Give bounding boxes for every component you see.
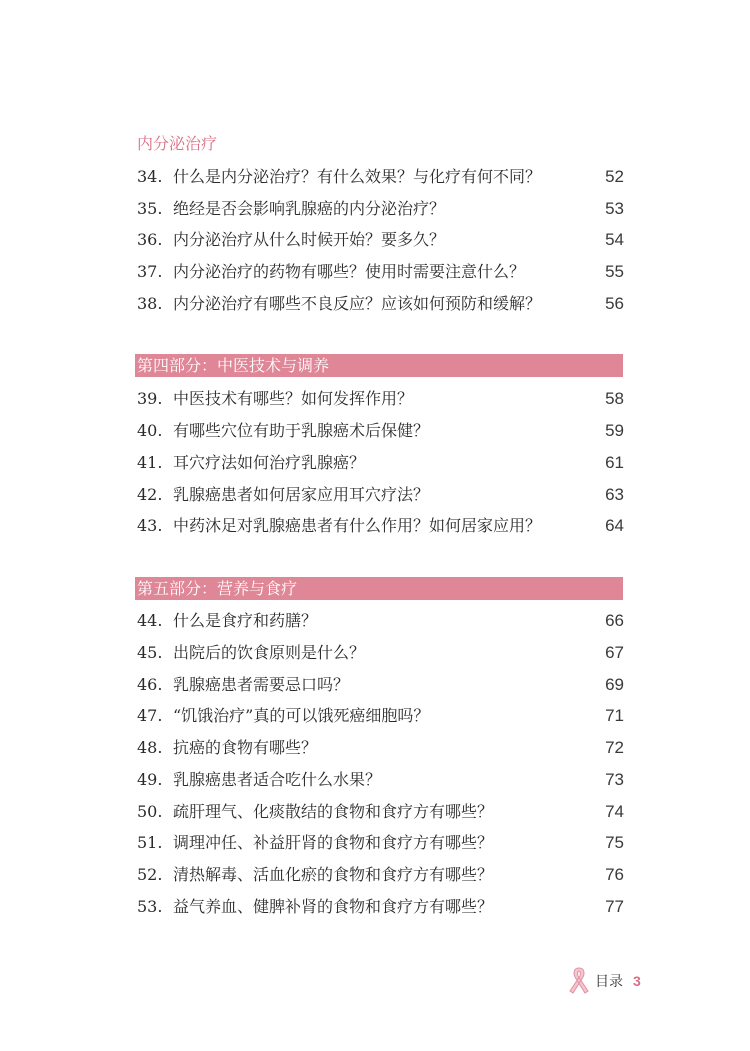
toc-entry[interactable] [137, 605, 624, 637]
toc-entry[interactable] [137, 764, 624, 796]
entry-number: 43. [137, 516, 163, 535]
entry-number: 45. [137, 643, 163, 662]
section-bar-part4: 第四部分：中医技术与调养 [135, 354, 623, 377]
entry-number: 42. [137, 485, 163, 504]
entry-title: 出院后的饮食原则是什么？ [173, 643, 366, 662]
toc-entry[interactable] [137, 510, 624, 542]
entry-page: 59 [605, 421, 624, 440]
toc-entry[interactable] [137, 732, 624, 764]
toc-entry[interactable] [137, 479, 624, 511]
entry-number: 41. [137, 453, 163, 472]
entry-title: 益气养血、健脾补肾的食物和食疗方有哪些？ [173, 897, 494, 916]
entry-page: 76 [605, 865, 624, 884]
entry-title: 耳穴疗法如何治疗乳腺癌？ [173, 453, 366, 472]
entry-page: 64 [605, 516, 624, 535]
toc-entry[interactable] [137, 891, 624, 923]
entry-page: 53 [605, 199, 624, 218]
entry-number: 34. [137, 167, 163, 186]
toc-entry[interactable] [137, 383, 624, 415]
entry-title: 内分泌治疗有哪些不良反应？应该如何预防和缓解？ [173, 294, 542, 313]
entry-page: 66 [605, 611, 624, 630]
entry-number: 49. [137, 770, 163, 789]
entry-title: 疏肝理气、化痰散结的食物和食疗方有哪些？ [173, 802, 494, 821]
toc-entry[interactable] [137, 256, 624, 288]
entry-page: 73 [605, 770, 624, 789]
page-number: 3 [633, 973, 641, 989]
entry-number: 51. [137, 833, 163, 852]
toc-entry[interactable] [137, 637, 624, 669]
entry-number: 36. [137, 230, 163, 249]
entry-page: 52 [605, 167, 624, 186]
entry-title: 乳腺癌患者需要忌口吗？ [173, 675, 350, 694]
entry-number: 50. [137, 802, 163, 821]
entry-number: 37. [137, 262, 163, 281]
entry-title: 内分泌治疗的药物有哪些？使用时需要注意什么？ [173, 262, 526, 281]
toc-entry[interactable] [137, 859, 624, 891]
entry-page: 61 [605, 453, 624, 472]
entry-number: 52. [137, 865, 163, 884]
entry-title: 乳腺癌患者如何居家应用耳穴疗法？ [173, 485, 430, 504]
entry-page: 58 [605, 389, 624, 408]
entry-number: 40. [137, 421, 163, 440]
toc-entry[interactable] [137, 193, 624, 225]
entry-page: 54 [605, 230, 624, 249]
toc-entry[interactable] [137, 288, 624, 320]
entry-title: 调理冲任、补益肝肾的食物和食疗方有哪些？ [173, 833, 494, 852]
entry-title: 中医技术有哪些？如何发挥作用？ [173, 389, 414, 408]
entry-number: 53. [137, 897, 163, 916]
toc-entry[interactable] [137, 447, 624, 479]
entry-number: 46. [137, 675, 163, 694]
entry-page: 55 [605, 262, 624, 281]
toc-entry[interactable] [137, 415, 624, 447]
entry-page: 71 [605, 706, 624, 725]
toc-entry[interactable] [137, 669, 624, 701]
entry-page: 67 [605, 643, 624, 662]
entry-title: 什么是食疗和药膳？ [173, 611, 318, 630]
entry-title: “饥饿治疗”真的可以饿死癌细胞吗？ [173, 706, 430, 725]
entry-title: 有哪些穴位有助于乳腺癌术后保健？ [173, 421, 430, 440]
entry-title: 绝经是否会影响乳腺癌的内分泌治疗？ [173, 199, 446, 218]
entry-page: 75 [605, 833, 624, 852]
section-bar-part5: 第五部分：营养与食疗 [135, 577, 623, 600]
pink-ribbon-icon [566, 965, 592, 997]
entry-number: 47. [137, 706, 163, 725]
entry-title: 抗癌的食物有哪些？ [173, 738, 318, 757]
footer-label: 目录 [595, 974, 623, 990]
entry-number: 48. [137, 738, 163, 757]
entry-page: 69 [605, 675, 624, 694]
toc-entry[interactable] [137, 700, 624, 732]
entry-number: 35. [137, 199, 163, 218]
entry-title: 清热解毒、活血化瘀的食物和食疗方有哪些？ [173, 865, 494, 884]
toc-entry[interactable] [137, 827, 624, 859]
entry-page: 74 [605, 802, 624, 821]
section-heading-endocrine: 内分泌治疗 [137, 134, 218, 153]
toc-entry[interactable] [137, 796, 624, 828]
entry-page: 72 [605, 738, 624, 757]
entry-title: 中药沐足对乳腺癌患者有什么作用？如何居家应用？ [173, 516, 542, 535]
entry-number: 38. [137, 294, 163, 313]
entry-page: 56 [605, 294, 624, 313]
toc-entry[interactable] [137, 224, 624, 256]
entry-title: 什么是内分泌治疗？有什么效果？与化疗有何不同？ [173, 167, 542, 186]
entry-page: 63 [605, 485, 624, 504]
entry-number: 44. [137, 611, 163, 630]
entry-title: 乳腺癌患者适合吃什么水果？ [173, 770, 382, 789]
entry-title: 内分泌治疗从什么时候开始？要多久？ [173, 230, 446, 249]
entry-number: 39. [137, 389, 163, 408]
entry-page: 77 [605, 897, 624, 916]
page-footer [566, 965, 641, 997]
toc-entry[interactable] [137, 161, 624, 193]
